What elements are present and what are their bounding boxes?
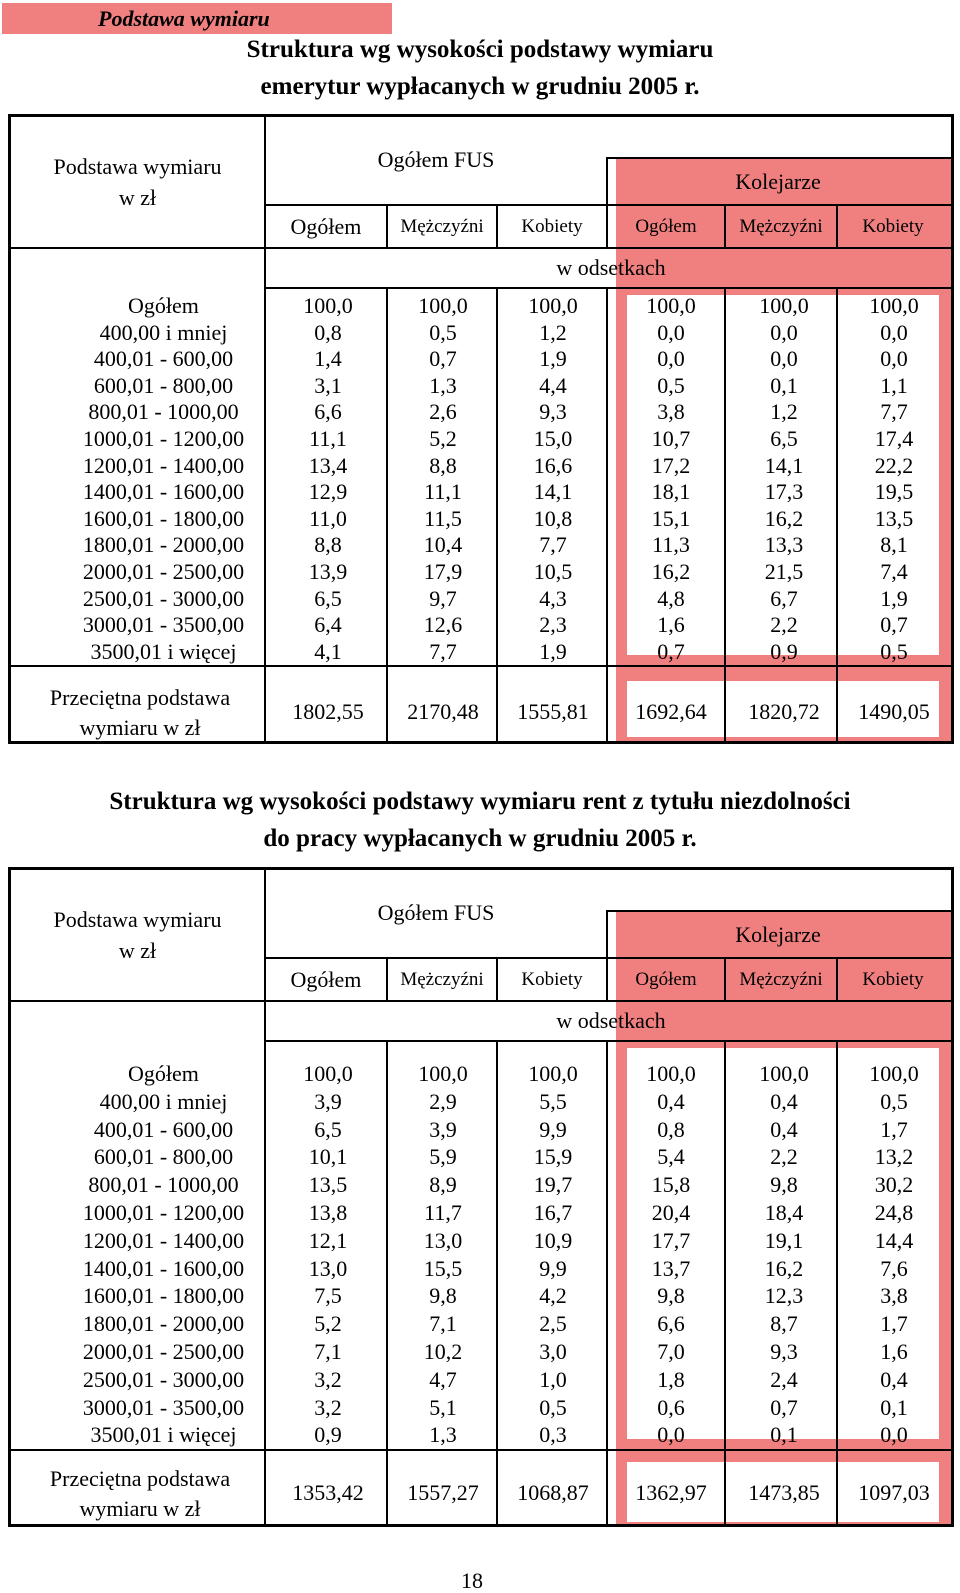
row-value: 1,7 — [880, 1311, 908, 1337]
row-value: 9,8 — [657, 1283, 685, 1309]
row-value: 9,8 — [770, 1172, 798, 1198]
row-value: 13,0 — [423, 1227, 463, 1253]
col-header: Ogółem — [290, 967, 362, 992]
row-value: 1,3 — [429, 1422, 457, 1448]
row-value: 12,3 — [764, 1283, 804, 1309]
row-value: 12,1 — [308, 1227, 348, 1253]
table-row — [11, 1282, 951, 1309]
row-value: 8,7 — [770, 1311, 798, 1337]
col-header: Mężczyźni — [400, 216, 484, 237]
row-label: 1400,01 - 1600,00 — [82, 479, 245, 505]
row-value: 2,6 — [429, 399, 457, 425]
row-value: 1,6 — [880, 1339, 908, 1364]
row-value: 0,4 — [770, 1088, 798, 1114]
table-row — [11, 1338, 951, 1365]
row-value: 4,8 — [657, 585, 685, 611]
row-value: 100,0 — [418, 293, 468, 318]
row-value: 18,4 — [764, 1200, 804, 1225]
row-label: 1800,01 - 2000,00 — [82, 532, 245, 558]
row-value: 2,5 — [539, 1311, 567, 1337]
row-value: 1,3 — [429, 372, 457, 398]
row-value: 24,8 — [874, 1200, 914, 1225]
row-label: 1800,01 - 2000,00 — [82, 1311, 245, 1337]
header-fus: Ogółem FUS — [377, 900, 495, 925]
row-value: 4,7 — [429, 1366, 457, 1392]
avg-value: 1555,81 — [517, 699, 589, 724]
row-label: 600,01 - 800,00 — [93, 372, 234, 398]
row-value: 30,2 — [874, 1172, 914, 1198]
row-value: 0,0 — [770, 346, 798, 372]
row-value: 100,0 — [418, 1061, 468, 1086]
row-value: 6,5 — [314, 585, 342, 611]
row-value: 20,4 — [651, 1200, 691, 1225]
row-value: 5,1 — [429, 1394, 457, 1420]
row-value: 11,0 — [309, 505, 347, 531]
col-header: Kobiety — [862, 969, 924, 990]
row-label: 400,00 i mniej — [99, 1088, 228, 1114]
row-value: 1,1 — [880, 372, 908, 398]
row-label: 600,01 - 800,00 — [93, 1144, 234, 1170]
header-fus: Ogółem FUS — [377, 147, 495, 172]
row-label: 2500,01 - 3000,00 — [82, 1366, 245, 1392]
row-value: 5,9 — [429, 1144, 457, 1170]
col-header: Mężczyźni — [400, 969, 484, 990]
grid-line — [266, 1040, 951, 1042]
row-value: 2,2 — [770, 612, 798, 638]
row-value: 16,7 — [533, 1200, 573, 1225]
table-row — [11, 372, 951, 399]
row-label: 1000,01 - 1200,00 — [82, 426, 245, 451]
section-tag — [2, 3, 392, 34]
row-value: 0,0 — [657, 346, 685, 372]
col-header: Ogółem — [635, 969, 697, 990]
avg-value: 1068,87 — [517, 1480, 589, 1505]
row-value: 5,2 — [429, 426, 457, 451]
row-label: 3000,01 - 3500,00 — [82, 612, 245, 638]
row-value: 11,3 — [652, 532, 690, 558]
col-header: Kobiety — [521, 969, 583, 990]
avg-value: 1097,03 — [858, 1480, 930, 1505]
row-value: 1,4 — [314, 346, 342, 372]
grid-line — [11, 1449, 951, 1451]
table-title-pension — [0, 31, 960, 105]
row-value: 16,2 — [764, 505, 804, 531]
row-value: 0,5 — [429, 319, 457, 345]
row-value: 0,5 — [657, 372, 685, 398]
grid-line — [266, 287, 951, 289]
avg-value: 1802,55 — [292, 699, 364, 724]
avg-value: 1473,85 — [748, 1480, 820, 1505]
header-unit: w odsetkach — [556, 1008, 666, 1033]
col-header: Ogółem — [635, 216, 697, 237]
section-tag-text: Podstawa wymiaru — [98, 6, 270, 31]
row-value: 15,0 — [533, 426, 573, 451]
table-row — [11, 398, 951, 425]
row-value: 13,4 — [308, 452, 348, 478]
table-row — [11, 1366, 951, 1393]
col-header: Kobiety — [862, 216, 924, 237]
row-value: 11,5 — [424, 505, 462, 531]
row-value: 15,9 — [533, 1144, 573, 1170]
row-value: 13,8 — [308, 1200, 348, 1225]
avg-label-line: wymiaru w zł — [79, 715, 201, 740]
row-value: 17,7 — [651, 1227, 691, 1253]
row-value: 13,9 — [308, 559, 348, 584]
grid-line — [266, 204, 951, 206]
row-value: 6,6 — [657, 1311, 685, 1337]
row-value: 6,6 — [314, 399, 342, 425]
row-value: 100,0 — [303, 293, 353, 318]
row-value: 1,0 — [539, 1366, 567, 1392]
row-value: 3,2 — [314, 1394, 342, 1420]
row-value: 0,7 — [770, 1394, 798, 1420]
row-value: 100,0 — [303, 1061, 353, 1086]
table-row — [11, 1255, 951, 1282]
row-label: Ogółem — [128, 293, 199, 318]
row-value: 0,7 — [880, 612, 908, 638]
table-row — [11, 452, 951, 479]
row-label: Ogółem — [128, 1061, 199, 1086]
row-label: 1600,01 - 1800,00 — [82, 1283, 245, 1309]
row-value: 9,7 — [429, 585, 457, 611]
row-label: 1000,01 - 1200,00 — [82, 1200, 245, 1225]
row-value: 0,4 — [657, 1088, 685, 1114]
row-value: 16,6 — [533, 452, 573, 478]
row-value: 8,1 — [880, 532, 908, 558]
row-value: 5,5 — [539, 1088, 567, 1114]
avg-value: 1820,72 — [748, 699, 820, 724]
row-value: 100,0 — [759, 1061, 809, 1086]
row-value: 0,8 — [657, 1116, 685, 1142]
row-value: 8,8 — [429, 452, 457, 478]
row-value: 0,7 — [657, 638, 685, 664]
row-value: 2,9 — [429, 1088, 457, 1114]
row-value: 3,0 — [539, 1339, 567, 1364]
row-value: 10,8 — [533, 505, 573, 531]
avg-value: 1353,42 — [292, 1480, 364, 1505]
row-value: 0,5 — [539, 1394, 567, 1420]
table-disability — [8, 867, 954, 1527]
row-value: 17,2 — [651, 452, 691, 478]
row-value: 3,1 — [314, 372, 342, 398]
row-value: 13,5 — [308, 1172, 348, 1198]
table-title-disability — [0, 783, 960, 857]
row-label: 800,01 - 1000,00 — [88, 1172, 239, 1198]
row-value: 0,0 — [880, 346, 908, 372]
row-value: 5,2 — [314, 1311, 342, 1337]
row-value: 100,0 — [646, 293, 696, 318]
row-value: 2,4 — [770, 1366, 798, 1392]
avg-value: 2170,48 — [407, 699, 479, 724]
header-left-line: Podstawa wymiaru — [53, 907, 222, 932]
row-value: 7,7 — [539, 532, 567, 558]
row-value: 7,0 — [657, 1339, 685, 1364]
row-value: 1,6 — [657, 612, 685, 638]
row-value: 15,1 — [651, 505, 691, 531]
header-left-line: w zł — [118, 185, 157, 210]
table-row — [11, 319, 951, 346]
row-value: 4,2 — [539, 1283, 567, 1309]
row-value: 10,1 — [308, 1144, 348, 1170]
avg-label-line: Przeciętna podstawa — [49, 685, 231, 710]
row-value: 0,8 — [314, 319, 342, 345]
col-header: Mężczyźni — [739, 969, 823, 990]
row-value: 10,4 — [423, 532, 463, 558]
row-label: 2000,01 - 2500,00 — [82, 1339, 245, 1364]
row-value: 13,7 — [651, 1255, 691, 1281]
table-row — [11, 1143, 951, 1170]
row-value: 10,9 — [533, 1227, 573, 1253]
row-value: 100,0 — [646, 1061, 696, 1086]
title-line: do pracy wypłacanych w grudniu 2005 r. — [263, 825, 697, 852]
row-value: 6,4 — [314, 612, 342, 638]
row-value: 100,0 — [528, 293, 578, 318]
row-value: 19,1 — [764, 1227, 804, 1253]
row-label: 3500,01 i więcej — [90, 638, 237, 664]
row-value: 13,3 — [764, 532, 804, 558]
header-kolejarze: Kolejarze — [735, 169, 821, 194]
row-label: 400,00 i mniej — [99, 319, 228, 345]
row-value: 0,1 — [880, 1394, 908, 1420]
row-value: 16,2 — [764, 1255, 804, 1281]
avg-value: 1692,64 — [635, 699, 707, 724]
row-value: 7,6 — [880, 1255, 908, 1281]
row-value: 1,9 — [880, 585, 908, 611]
row-value: 13,5 — [874, 505, 914, 531]
row-value: 0,1 — [770, 1422, 798, 1448]
row-label: 1400,01 - 1600,00 — [82, 1255, 245, 1281]
row-label: 3000,01 - 3500,00 — [82, 1394, 245, 1420]
row-value: 11,7 — [424, 1200, 462, 1225]
row-value: 15,5 — [423, 1255, 463, 1281]
row-value: 8,8 — [314, 532, 342, 558]
row-value: 0,4 — [770, 1116, 798, 1142]
row-label: 1200,01 - 1400,00 — [82, 1227, 245, 1253]
row-value: 10,7 — [651, 426, 691, 451]
row-value: 0,7 — [429, 346, 457, 372]
row-value: 14,4 — [874, 1227, 914, 1253]
row-value: 1,2 — [539, 319, 567, 345]
title-line: Struktura wg wysokości podstawy wymiaru — [246, 36, 714, 63]
row-value: 17,4 — [874, 426, 914, 451]
row-value: 13,0 — [308, 1255, 348, 1281]
grid-line — [11, 247, 951, 249]
table-pension — [8, 114, 954, 744]
table-row — [11, 292, 951, 319]
col-header: Kobiety — [521, 216, 583, 237]
grid-line — [606, 910, 951, 912]
row-value: 10,2 — [423, 1339, 463, 1364]
row-value: 6,5 — [770, 426, 798, 451]
row-value: 2,3 — [539, 612, 567, 638]
row-value: 10,5 — [533, 559, 573, 584]
table-row — [11, 345, 951, 372]
table-row — [11, 531, 951, 558]
row-value: 100,0 — [528, 1061, 578, 1086]
table-row — [11, 1199, 951, 1226]
row-label: 800,01 - 1000,00 — [88, 399, 239, 425]
row-value: 1,9 — [539, 346, 567, 372]
row-value: 0,0 — [657, 319, 685, 345]
row-value: 0,3 — [539, 1422, 567, 1448]
row-value: 1,9 — [539, 638, 567, 664]
page-number: 18 — [461, 1568, 483, 1593]
row-value: 7,1 — [429, 1311, 457, 1337]
row-label: 400,01 - 600,00 — [93, 346, 234, 372]
title-line: Struktura wg wysokości podstawy wymiaru rent z tytułu niezdolności — [109, 788, 851, 815]
row-value: 9,8 — [429, 1283, 457, 1309]
row-value: 1,7 — [880, 1116, 908, 1142]
grid-line — [266, 957, 951, 959]
row-value: 0,0 — [880, 319, 908, 345]
row-value: 7,4 — [880, 559, 908, 584]
row-label: 2000,01 - 2500,00 — [82, 559, 245, 584]
row-value: 8,9 — [429, 1172, 457, 1198]
row-value: 22,2 — [874, 452, 914, 478]
row-value: 16,2 — [651, 559, 691, 584]
avg-label-line: Przeciętna podstawa — [49, 1466, 231, 1491]
grid-line — [11, 1000, 951, 1002]
row-value: 12,6 — [423, 612, 463, 638]
row-value: 100,0 — [759, 293, 809, 318]
row-label: 2500,01 - 3000,00 — [82, 585, 245, 611]
row-value: 0,6 — [657, 1394, 685, 1420]
row-value: 0,0 — [880, 1422, 908, 1448]
row-value: 17,3 — [764, 479, 804, 505]
row-value: 21,5 — [764, 559, 804, 584]
row-value: 1,8 — [657, 1366, 685, 1392]
row-value: 0,4 — [880, 1366, 908, 1392]
row-value: 3,9 — [314, 1088, 342, 1114]
row-value: 7,5 — [314, 1283, 342, 1309]
row-value: 3,8 — [880, 1283, 908, 1309]
row-value: 9,9 — [539, 1255, 567, 1281]
table-row — [11, 1088, 951, 1115]
row-value: 12,9 — [308, 479, 348, 505]
row-value: 11,1 — [424, 479, 462, 505]
table-row — [11, 1310, 951, 1337]
header-unit: w odsetkach — [556, 255, 666, 280]
row-value: 9,3 — [539, 399, 567, 425]
col-header: Mężczyźni — [739, 216, 823, 237]
row-value: 7,7 — [429, 638, 457, 664]
row-value: 0,9 — [314, 1422, 342, 1448]
row-value: 1,2 — [770, 399, 798, 425]
row-value: 3,9 — [429, 1116, 457, 1142]
row-value: 11,1 — [309, 426, 347, 451]
header-left-line: Podstawa wymiaru — [53, 154, 222, 179]
row-value: 0,5 — [880, 638, 908, 664]
grid-line — [11, 665, 951, 667]
avg-label-line: wymiaru w zł — [79, 1496, 201, 1521]
avg-value: 1490,05 — [858, 699, 930, 724]
row-label: 3500,01 i więcej — [90, 1422, 237, 1448]
title-line: emerytur wypłacanych w grudniu 2005 r. — [260, 73, 700, 100]
row-value: 15,8 — [651, 1172, 691, 1198]
header-kolejarze: Kolejarze — [735, 922, 821, 947]
row-value: 4,3 — [539, 585, 567, 611]
row-value: 0,1 — [770, 372, 798, 398]
row-value: 5,4 — [657, 1144, 685, 1170]
avg-value: 1557,27 — [407, 1480, 479, 1505]
row-value: 9,9 — [539, 1116, 567, 1142]
table-row — [11, 638, 951, 665]
row-value: 4,4 — [539, 372, 567, 398]
table-row — [11, 1227, 951, 1254]
row-value: 0,0 — [657, 1422, 685, 1448]
grid-line — [606, 157, 951, 159]
avg-value: 1362,97 — [635, 1480, 707, 1505]
table-row — [11, 1060, 951, 1087]
row-value: 0,0 — [770, 319, 798, 345]
table-row — [11, 585, 951, 612]
table-row — [11, 505, 951, 532]
row-value: 6,5 — [314, 1116, 342, 1142]
row-value: 0,5 — [880, 1088, 908, 1114]
row-value: 6,7 — [770, 585, 798, 611]
table-row — [11, 478, 951, 505]
row-value: 9,3 — [770, 1339, 798, 1364]
row-value: 4,1 — [314, 638, 342, 664]
row-value: 19,7 — [533, 1172, 573, 1198]
row-label: 400,01 - 600,00 — [93, 1116, 234, 1142]
row-value: 14,1 — [764, 452, 804, 478]
table-row — [11, 1421, 951, 1448]
header-left-line: w zł — [118, 938, 157, 963]
row-value: 17,9 — [423, 559, 463, 584]
row-value: 100,0 — [869, 1061, 919, 1086]
row-value: 13,2 — [874, 1144, 914, 1170]
row-value: 7,1 — [314, 1339, 342, 1364]
table-row — [11, 611, 951, 638]
col-header: Ogółem — [290, 214, 362, 239]
table-row — [11, 425, 951, 452]
table-row — [11, 1116, 951, 1143]
table-row — [11, 1394, 951, 1421]
table-row — [11, 558, 951, 585]
row-value: 100,0 — [869, 293, 919, 318]
row-value: 14,1 — [533, 479, 573, 505]
table-row — [11, 1171, 951, 1198]
row-label: 1600,01 - 1800,00 — [82, 505, 245, 531]
row-value: 2,2 — [770, 1144, 798, 1170]
row-value: 7,7 — [880, 399, 908, 425]
row-value: 0,9 — [770, 638, 798, 664]
row-label: 1200,01 - 1400,00 — [82, 452, 245, 478]
row-value: 3,8 — [657, 399, 685, 425]
row-value: 18,1 — [651, 479, 691, 505]
row-value: 3,2 — [314, 1366, 342, 1392]
row-value: 19,5 — [874, 479, 914, 505]
